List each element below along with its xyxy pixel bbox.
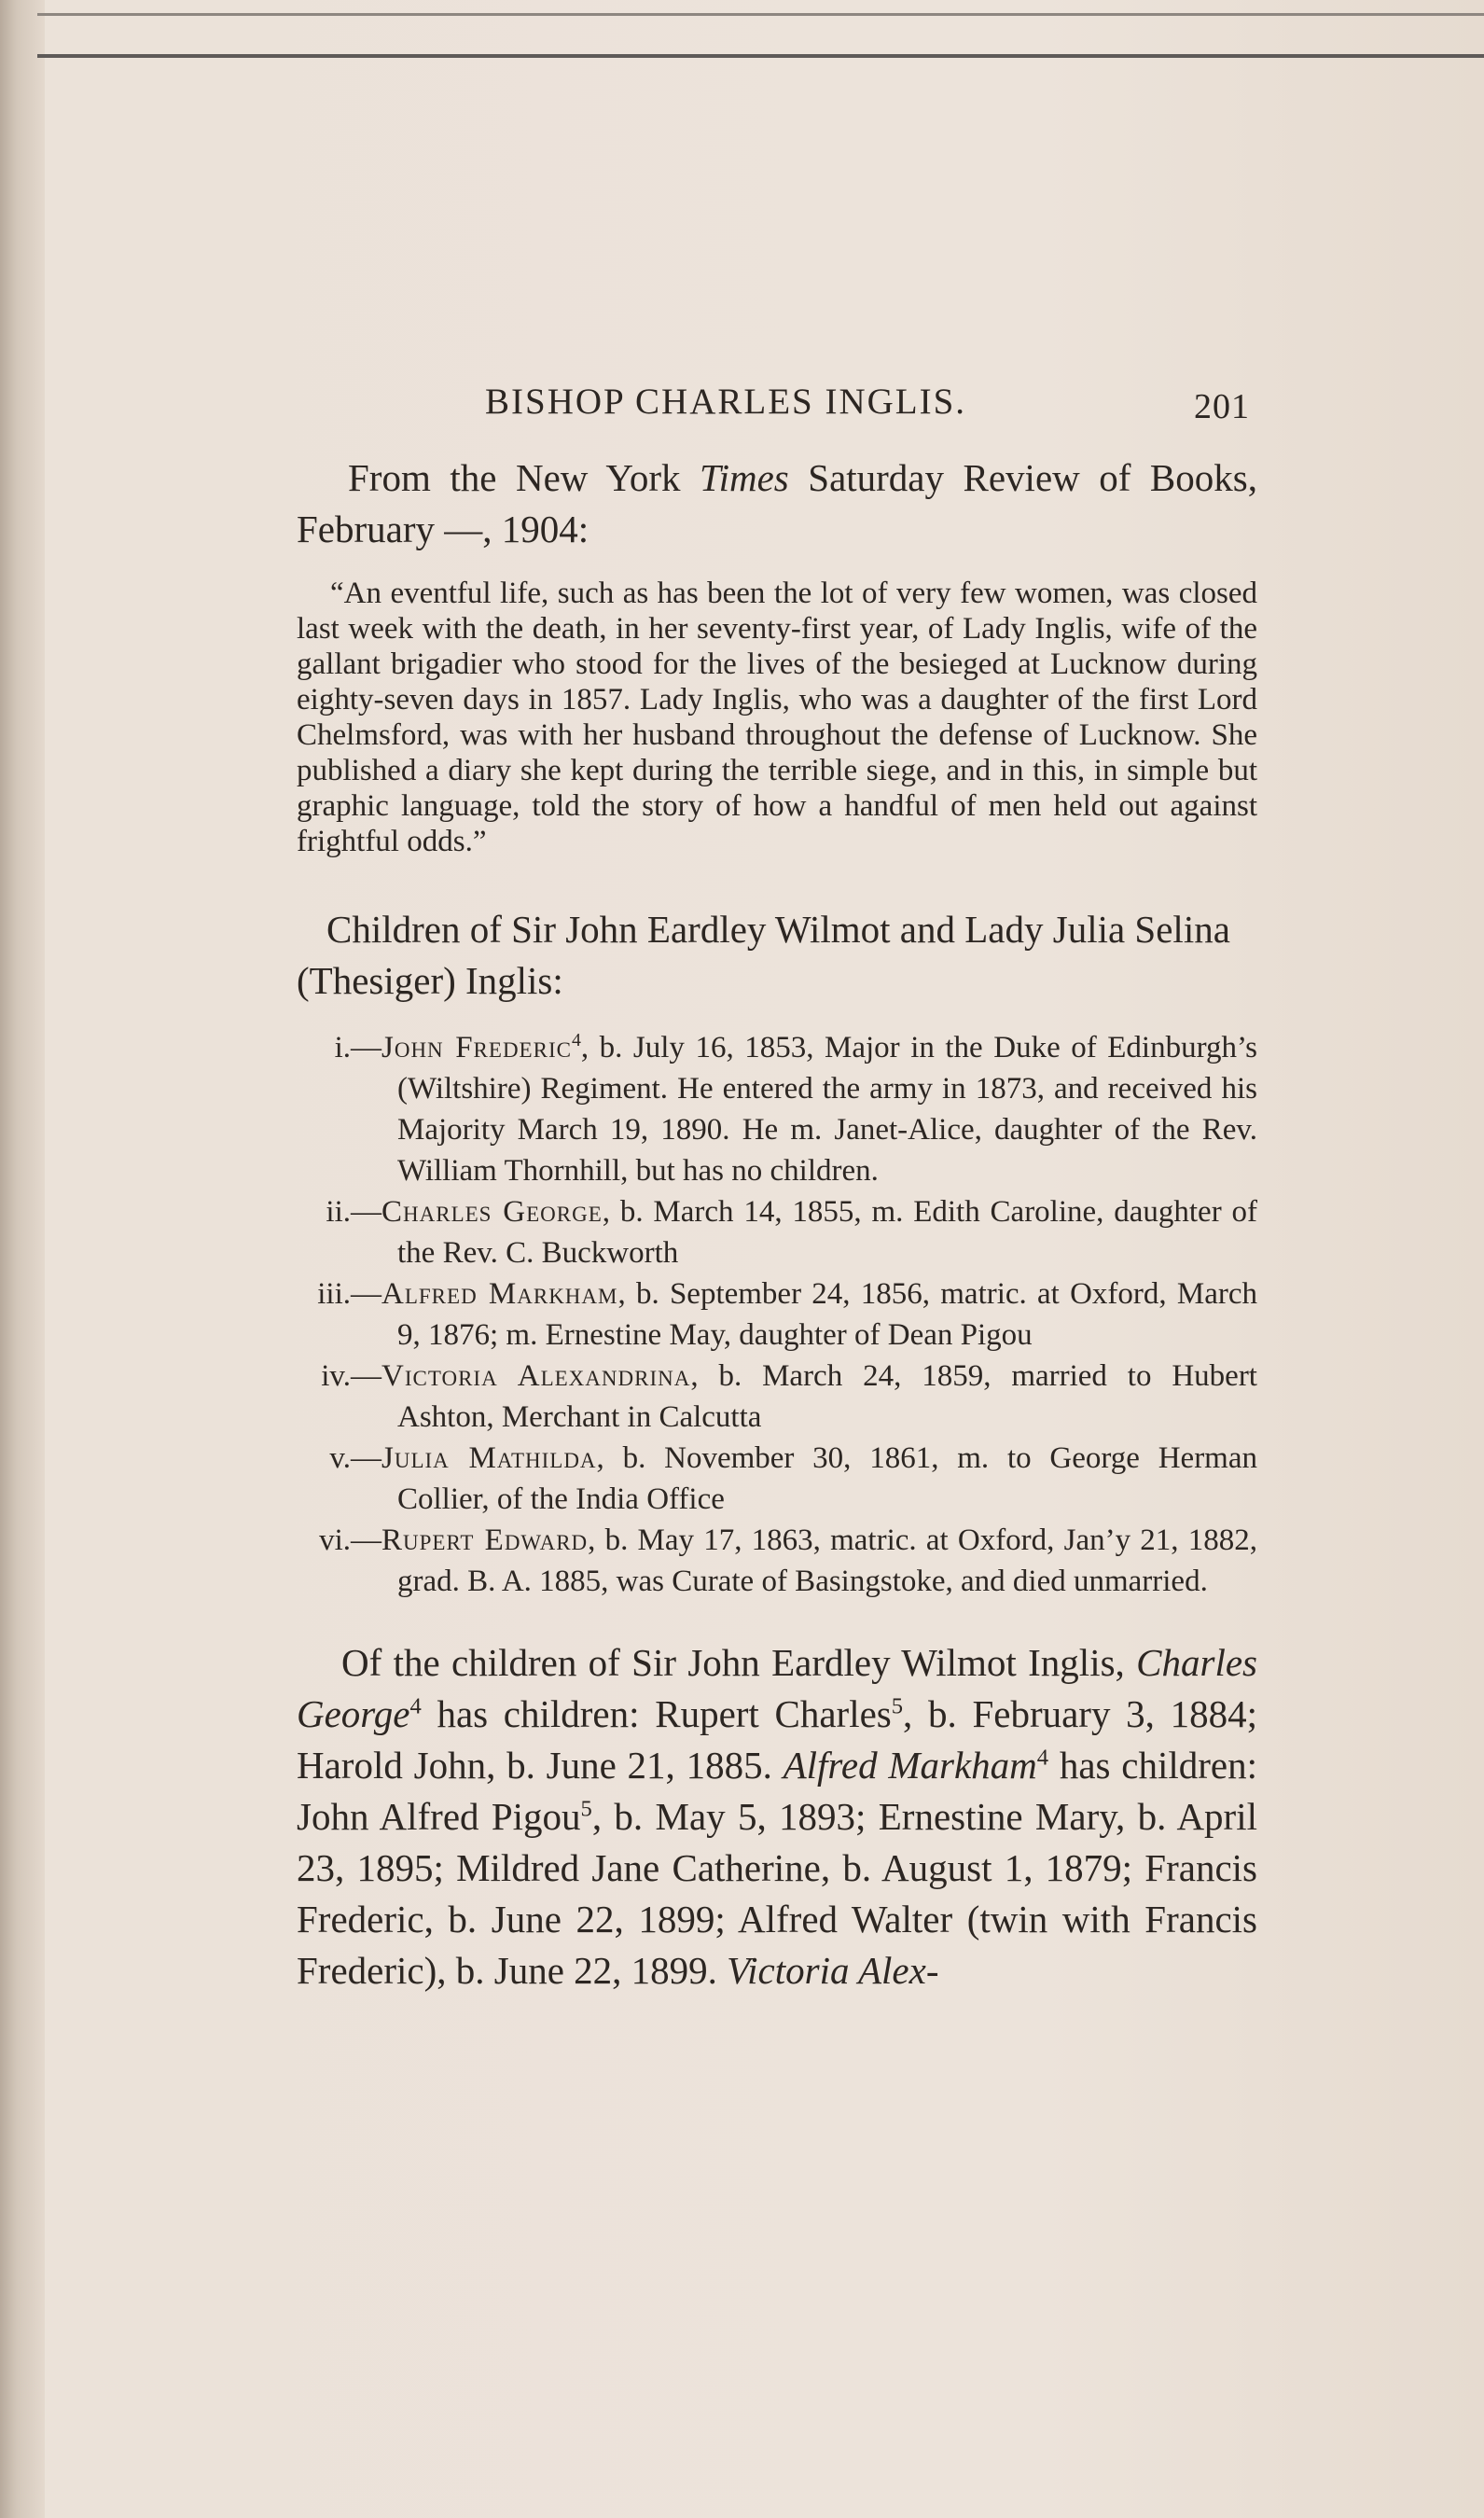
closing-paragraph [297, 1637, 1257, 1996]
book-spine-shadow [0, 0, 45, 2518]
child-numeral: iii. [317, 1277, 351, 1311]
closing-italic-name: Alfred Markham [783, 1744, 1037, 1787]
list-item: ii.—Charles George, b. March 14, 1855, m. Edith Caroline, daughter of the Rev. C. Buckworth [297, 1191, 1257, 1273]
list-item: iii.—Alfred Markham, b. September 24, 1856, matric. at Oxford, March 9, 1876; m. Ernestine May, daughter of Dean Pigou [297, 1273, 1257, 1356]
child-numeral: ii. [326, 1195, 351, 1229]
generation-superscript: 4 [571, 1030, 581, 1050]
newspaper-quote: “An eventful life, such as has been the lot of very few women, was closed last week with the death, in her seventy-first year, of Lady Inglis, wife of the gallant brigadier who stood for the lives of the besieged at Lucknow during eighty-seven days in 1857. Lady Inglis, who was a daughter of the first Lord Chelmsford, was with her husband throughout the defense of Lucknow. She published a diary she kept during the terrible siege, and in this, in simple but graphic language, told the story of how a handful of men held out against frightful odds.” [297, 577, 1257, 858]
child-details: , b. September 24, 1856, matric. at Oxford, March 9, 1876; m. Ernestine May, daughter of Dean Pigou [397, 1277, 1257, 1352]
page-number: 201 [1194, 387, 1250, 426]
child-details: , b. July 16, 1853, Major in the Duke of Edinburgh’s (Wiltshire) Regiment. He entered the army in 1873, and received his Majority March 19, 1890. He m. Janet-Alice, daughter of the Rev. William Thornhill, but has no children. [397, 1031, 1257, 1188]
child-name: Victoria Alexandrina [381, 1359, 691, 1393]
running-head: BISHOP CHARLES INGLIS. [485, 382, 967, 422]
intro-text-end: Saturday Review of Books, February —, 1904: [297, 456, 1257, 550]
child-name: Alfred Markham [381, 1277, 618, 1311]
child-numeral: iv. [321, 1359, 351, 1393]
closing-italic-name: Victoria Alex- [727, 1949, 939, 1992]
list-item: vi.—Rupert Edward, b. May 17, 1863, matric. at Oxford, Jan’y 21, 1882, grad. B. A. 1885, was Curate of Basingstoke, and died unmarried. [297, 1520, 1257, 1602]
child-name: Rupert Edward [381, 1523, 589, 1557]
child-numeral: v. [329, 1441, 351, 1475]
list-item: iv.—Victoria Alexandrina, b. March 24, 1859, married to Hubert Ashton, Merchant in Calcutta [297, 1356, 1257, 1438]
child-details: , b. March 14, 1855, m. Edith Caroline, daughter of the Rev. C. Buckworth [397, 1195, 1257, 1270]
closing-text: has children: John Alfred Pigou [297, 1744, 1257, 1838]
intro-italic-times: Times [700, 456, 789, 499]
closing-italic-name: Charles George [297, 1641, 1257, 1735]
children-heading: Children of Sir John Eardley Wilmot and Lady Julia Selina (Thesiger) Inglis: [297, 908, 1230, 1002]
generation-superscript: 5 [580, 1796, 592, 1822]
child-details: , b. May 17, 1863, matric. at Oxford, Jan’y 21, 1882, grad. B. A. 1885, was Curate of Basingstoke, and died unmarried. [397, 1523, 1257, 1598]
closing-text: has children: Rupert Charles [421, 1692, 892, 1735]
list-item: v.—Julia Mathilda, b. November 30, 1861, m. to George Herman Collier, of the India Office [297, 1438, 1257, 1520]
child-details: , b. March 24, 1859, married to Hubert Ashton, Merchant in Calcutta [397, 1359, 1257, 1434]
child-numeral: i. [334, 1031, 351, 1064]
top-rule [37, 13, 1484, 16]
closing-text: Of the children of Sir John Eardley Wilmot Inglis, [341, 1641, 1137, 1684]
child-details: , b. November 30, 1861, m. to George Herman Collier, of the India Office [397, 1441, 1257, 1516]
list-item: i.—John Frederic$^4$, b. July 16, 1853, Major in the Duke of Edinburgh’s (Wiltshire) Regiment. He entered the army in 1873, and received his Majority March 19, 1890. He m. Janet-Alice, daughter of the Rev. William Thornhill, but has no children. [297, 1027, 1257, 1191]
generation-superscript: 5 [891, 1693, 904, 1719]
page-body [297, 452, 1257, 1996]
top-rule-heavy [37, 54, 1484, 58]
child-numeral: vi. [319, 1523, 351, 1557]
closing-text: , b. May 5, 1893; Ernestine Mary, b. April 23, 1895; Mildred Jane Catherine, b. August 1, 1879; Francis Frederic, b. June 22, 1899; Alfred Walter (twin with Francis Frederic), b. June 22, 1899. [297, 1795, 1257, 1992]
generation-superscript: 4 [1036, 1745, 1049, 1771]
child-name: Charles George [381, 1195, 603, 1229]
intro-text: From the New York [348, 456, 700, 499]
closing-text: , b. February 3, 1884; Harold John, b. June 21, 1885. [297, 1692, 1257, 1787]
generation-superscript: 4 [409, 1693, 422, 1719]
child-name: John Frederic [381, 1031, 572, 1064]
intro-paragraph [297, 452, 1257, 555]
child-name: Julia Mathilda [381, 1441, 597, 1475]
children-list [297, 1027, 1257, 1602]
